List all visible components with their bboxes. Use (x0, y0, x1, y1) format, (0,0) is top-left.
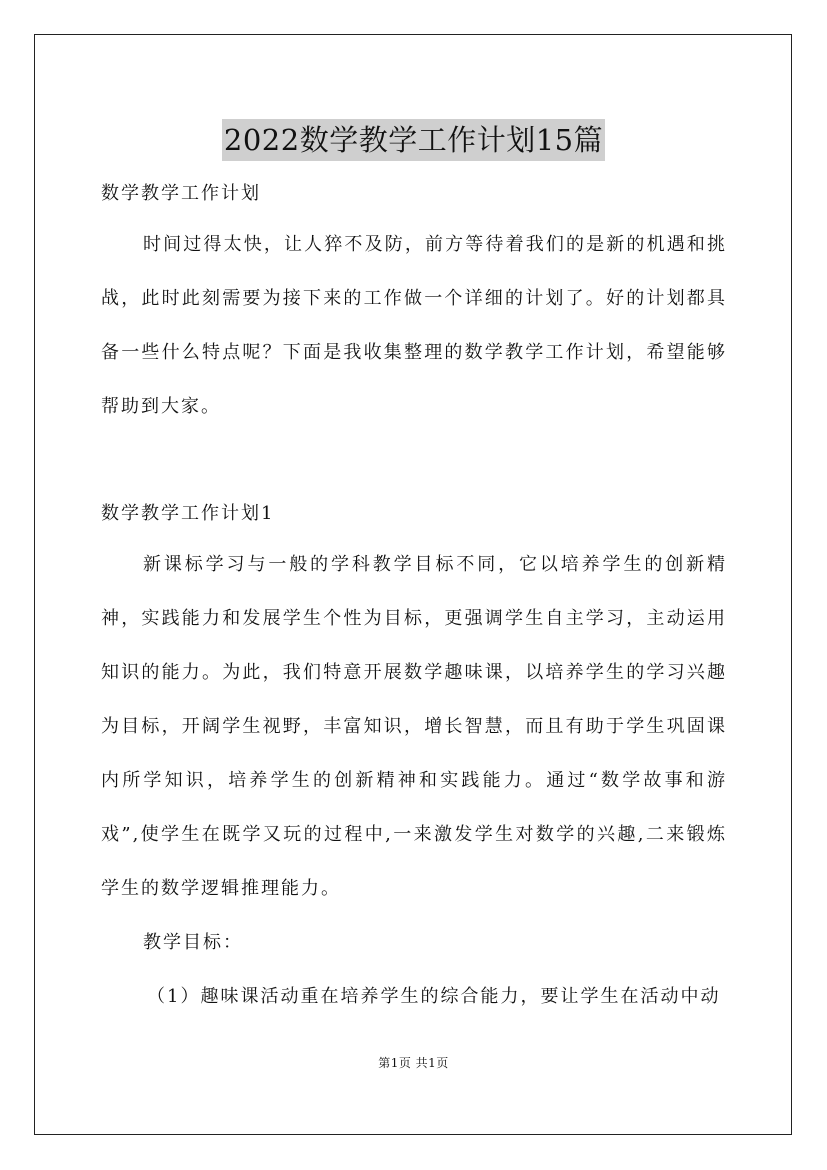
document-body (101, 170, 727, 1024)
section1-paragraph: 新课标学习与一般的学科教学目标不同，它以培养学生的创新精神，实践能力和发展学生个性为目标，更强调学生自主学习，主动运用知识的能力。为此，我们特意开展数学趣味课，以培养学生的学习兴趣为目标，开阔学生视野，丰富知识，增长智慧，而且有助于学生巩固课内所学知识，培养学生的创新精神和实践能力。通过“数学故事和游戏”,使学生在既学又玩的过程中,一来激发学生对数学的兴趣,二来锻炼学生的数学逻辑推理能力。 (101, 554, 727, 899)
intro-heading: 数学教学工作计划 (101, 183, 261, 204)
page-footer: 第1页 共1页 (378, 1056, 449, 1070)
intro-paragraph: 时间过得太快，让人猝不及防，前方等待着我们的是新的机遇和挑战，此时此刻需要为接下来的工作做一个详细的计划了。好的计划都具备一些什么特点呢？下面是我收集整理的数学教学工作计划，希望能够帮助到大家。 (101, 234, 727, 417)
section1-heading: 数学教学工作计划1 (101, 503, 275, 524)
goal-item-1: （1）趣味课活动重在培养学生的综合能力，要让学生在活动中动 (147, 986, 721, 1007)
section-gap (101, 434, 727, 490)
document-title: 2022数学教学工作计划15篇 (222, 119, 605, 161)
title-container (0, 100, 827, 181)
goals-label: 教学目标： (143, 932, 243, 953)
